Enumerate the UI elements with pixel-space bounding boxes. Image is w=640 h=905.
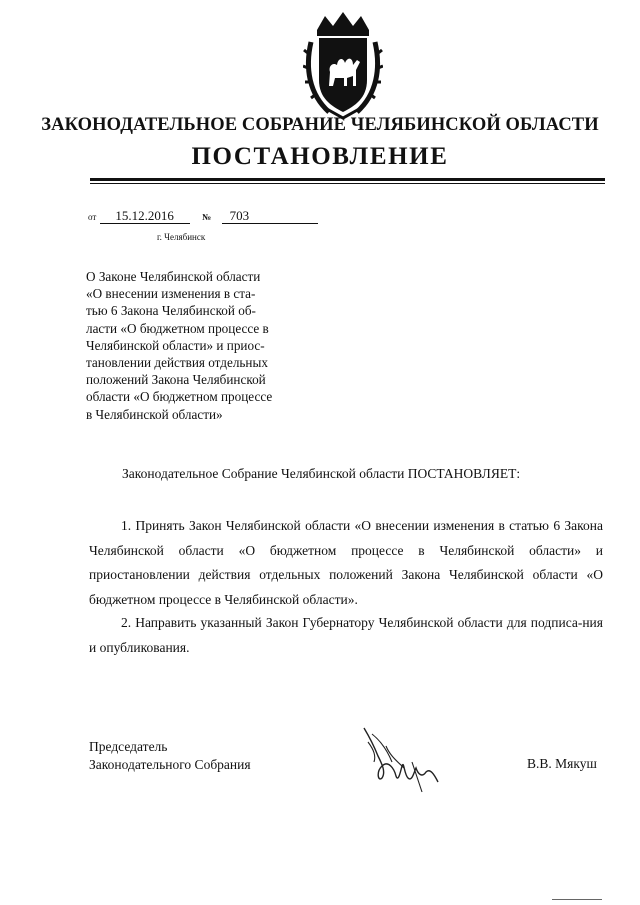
footer-mark xyxy=(552,899,602,900)
header-rule-thick xyxy=(90,178,605,181)
decree-item-1-text: 1. Принять Закон Челябинской области «О внесении изменения в статью 6 Закона Челябинской области «О бюджетном процессе в Челябинской области» и приостановлении действия отдельных положений Закона Челябинской области «О бюджетном процессе в Челябинской области». xyxy=(89,518,603,607)
decree-item-1 xyxy=(89,514,603,612)
organization-title: ЗАКОНОДАТЕЛЬНОЕ СОБРАНИЕ ЧЕЛЯБИНСКОЙ ОБЛАСТИ xyxy=(41,115,599,135)
signatory-title-line-2: Законодательного Собрания xyxy=(89,756,251,772)
signatory-title xyxy=(89,738,251,773)
document-number: 703 xyxy=(222,209,318,224)
subject-line: Челябинской области» и приос- xyxy=(86,337,265,353)
decree-item-2-text: 2. Направить указанный Закон Губернатору Челябинской области для подписа-ния и опубликования. xyxy=(89,615,603,655)
document-city: г. Челябинск xyxy=(157,232,206,242)
handwritten-signature xyxy=(352,722,452,802)
subject-line: «О внесении изменения в ста- xyxy=(86,286,256,302)
subject-line: положений Закона Челябинской xyxy=(86,372,266,388)
decree-statement: Законодательное Собрание Челябинской области ПОСТАНОВЛЯЕТ: xyxy=(122,466,521,481)
document-subject xyxy=(86,268,291,423)
decree-item-2 xyxy=(89,611,603,660)
subject-line: тью 6 Закона Челябинской об- xyxy=(86,303,256,319)
signatory-title-line-1: Председатель xyxy=(89,739,168,754)
from-label: от xyxy=(88,212,97,222)
subject-line: области «О бюджетном процессе xyxy=(86,389,273,405)
subject-line: ласти «О бюджетном процессе в xyxy=(86,320,269,336)
document-date: 15.12.2016 xyxy=(100,209,190,224)
subject-line: в Челябинской области» xyxy=(86,406,223,422)
signatory-name: В.В. Мякуш xyxy=(527,756,597,771)
document-meta-line xyxy=(88,209,318,224)
coat-of-arms-emblem xyxy=(303,8,383,124)
subject-line: О Законе Челябинской области xyxy=(86,269,261,284)
number-label: № xyxy=(202,212,212,222)
header-rule-thin xyxy=(90,183,605,184)
subject-line: тановлении действия отдельных xyxy=(86,354,268,370)
document-type-heading: ПОСТАНОВЛЕНИЕ xyxy=(191,143,449,170)
